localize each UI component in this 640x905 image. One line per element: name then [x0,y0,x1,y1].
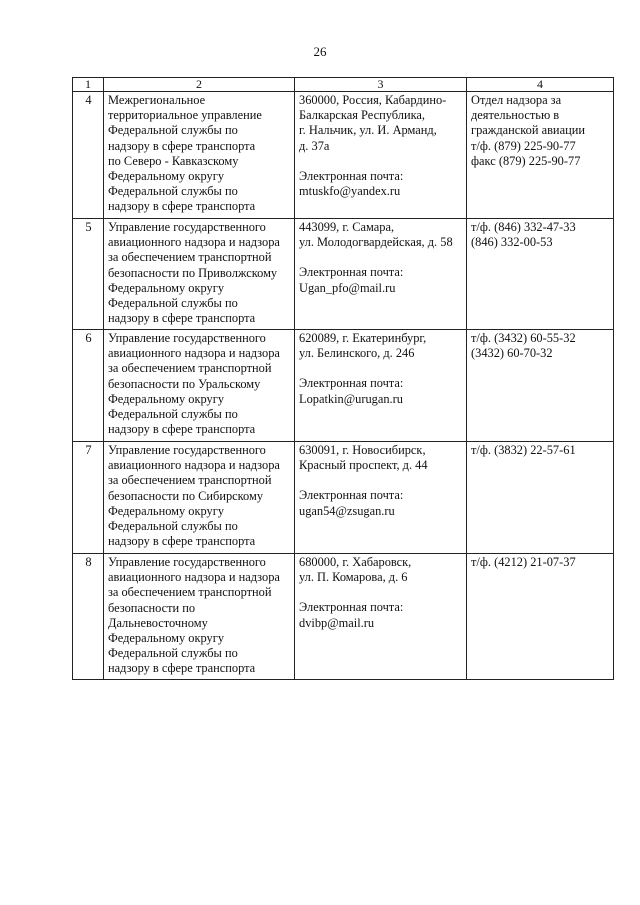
address-line: д. 37а [299,138,330,153]
contact-cell [467,554,614,680]
row-number-cell: 5 [73,219,104,330]
organization-name-line: по Северо - Кавказскому [108,153,239,168]
organization-name-line: Дальневосточному [108,615,208,630]
column-header: 4 [467,78,614,92]
email-label: Электронная почта: [299,488,404,503]
organization-name-line: надзору в сфере транспорта [108,311,256,326]
organization-name-line: Федеральной службы по [108,296,238,311]
address-line: Балкарская Республика, [299,108,425,123]
contacts-table [72,77,614,680]
organization-name-line: Федеральной службы по [108,407,238,422]
address-cell [295,554,467,680]
column-header: 2 [104,78,295,92]
organization-name-cell [104,219,295,330]
page-number: 26 [313,44,327,59]
contact-line: т/ф. (879) 225-90-77 [471,138,576,153]
organization-name-line: Федеральному округу [108,169,225,184]
organization-name-cell [104,442,295,554]
row-number-cell: 6 [73,330,104,442]
contact-line: т/ф. (3432) 60-55-32 [471,331,576,345]
organization-name-line: надзору в сфере транспорта [108,534,256,549]
contact-line: гражданской авиации [471,123,585,138]
organization-name-line: Управление государственного [108,220,266,234]
row-number-cell: 7 [73,442,104,554]
column-header: 3 [295,78,467,92]
organization-name-line: за обеспечением транспортной [108,361,272,376]
spacer [299,154,463,169]
spacer [299,250,463,265]
table-row [73,442,614,554]
organization-name-line: авиационного надзора и надзора [108,235,280,250]
organization-name-line: безопасности по Уральскому [108,376,261,391]
organization-name-line: Межрегиональное [108,93,206,107]
organization-name-line: Федеральной службы по [108,123,238,138]
email-address: dvibp@mail.ru [299,615,375,630]
email-label: Электронная почта: [299,168,404,183]
organization-name-line: авиационного надзора и надзора [108,346,280,361]
email-address: ugan54@zsugan.ru [299,503,395,518]
organization-name-line: Управление государственного [108,555,266,569]
contact-line: деятельностью в [471,108,560,123]
organization-name-line: за обеспечением транспортной [108,473,272,488]
email-label: Электронная почта: [299,376,404,391]
organization-name-line: надзору в сфере транспорта [108,422,256,437]
organization-name-cell [104,92,295,219]
organization-name-line: за обеспечением транспортной [108,250,272,265]
contact-cell [467,219,614,330]
row-number-cell: 8 [73,554,104,680]
address-line: 443099, г. Самара, [299,220,395,234]
address-line: г. Нальчик, ул. И. Арманд, [299,123,437,138]
address-line: ул. Молодогвардейская, д. 58 [299,235,453,250]
address-line: ул. П. Комарова, д. 6 [299,570,408,585]
organization-name-line: территориальное управление [108,108,262,123]
organization-name-line: авиационного надзора и надзора [108,570,280,585]
address-cell [295,219,467,330]
organization-name-line: Федеральной службы по [108,519,238,534]
organization-name-cell [104,554,295,680]
organization-name-line: за обеспечением транспортной [108,585,272,600]
row-number-cell: 4 [73,92,104,219]
organization-name-line: надзору в сфере транспорта [108,199,256,214]
contact-line: т/ф. (4212) 21-07-37 [471,555,576,569]
address-line: Красный проспект, д. 44 [299,458,428,473]
organization-name-line: Федеральной службы по [108,184,238,199]
organization-name-line: авиационного надзора и надзора [108,458,280,473]
organization-name-line: безопасности по [108,600,196,615]
address-line: 620089, г. Екатеринбург, [299,331,427,345]
organization-name-line: Федеральной службы по [108,646,238,661]
email-address: mtuskfo@yandex.ru [299,184,401,199]
address-line: 630091, г. Новосибирск, [299,443,426,457]
address-cell [295,330,467,442]
organization-name-line: надзору в сфере транспорта [108,661,256,676]
email-address: Ugan_pfo@mail.ru [299,280,396,295]
organization-name-line: Управление государственного [108,443,266,457]
contact-cell [467,442,614,554]
contact-line: (846) 332-00-53 [471,235,553,250]
organization-name-cell [104,330,295,442]
address-cell [295,442,467,554]
contact-line: Отдел надзора за [471,93,562,107]
spacer [299,361,463,376]
spacer [299,585,463,600]
email-label: Электронная почта: [299,600,404,615]
table-header-row [73,78,614,92]
organization-name-line: надзору в сфере транспорта [108,138,256,153]
table-row [73,554,614,680]
address-line: 360000, Россия, Кабардино- [299,93,447,107]
organization-name-line: Управление государственного [108,331,266,345]
organization-name-line: Федеральному округу [108,280,225,295]
organization-name-line: безопасности по Приволжскому [108,265,278,280]
organization-name-line: Федеральному округу [108,503,225,518]
address-line: 680000, г. Хабаровск, [299,555,412,569]
email-address: Lopatkin@urugan.ru [299,391,403,406]
table-row [73,92,614,219]
email-label: Электронная почта: [299,265,404,280]
table-row [73,330,614,442]
contact-line: факс (879) 225-90-77 [471,153,581,168]
organization-name-line: безопасности по Сибирскому [108,488,264,503]
contact-cell [467,92,614,219]
address-line: ул. Белинского, д. 246 [299,346,415,361]
organization-name-line: Федеральному округу [108,391,225,406]
contact-line: (3432) 60-70-32 [471,346,553,361]
contact-line: т/ф. (3832) 22-57-61 [471,443,576,457]
contact-line: т/ф. (846) 332-47-33 [471,220,576,234]
organization-name-line: Федеральному округу [108,631,225,646]
spacer [299,473,463,488]
contact-cell [467,330,614,442]
table-row [73,219,614,330]
column-header: 1 [73,78,104,92]
address-cell [295,92,467,219]
